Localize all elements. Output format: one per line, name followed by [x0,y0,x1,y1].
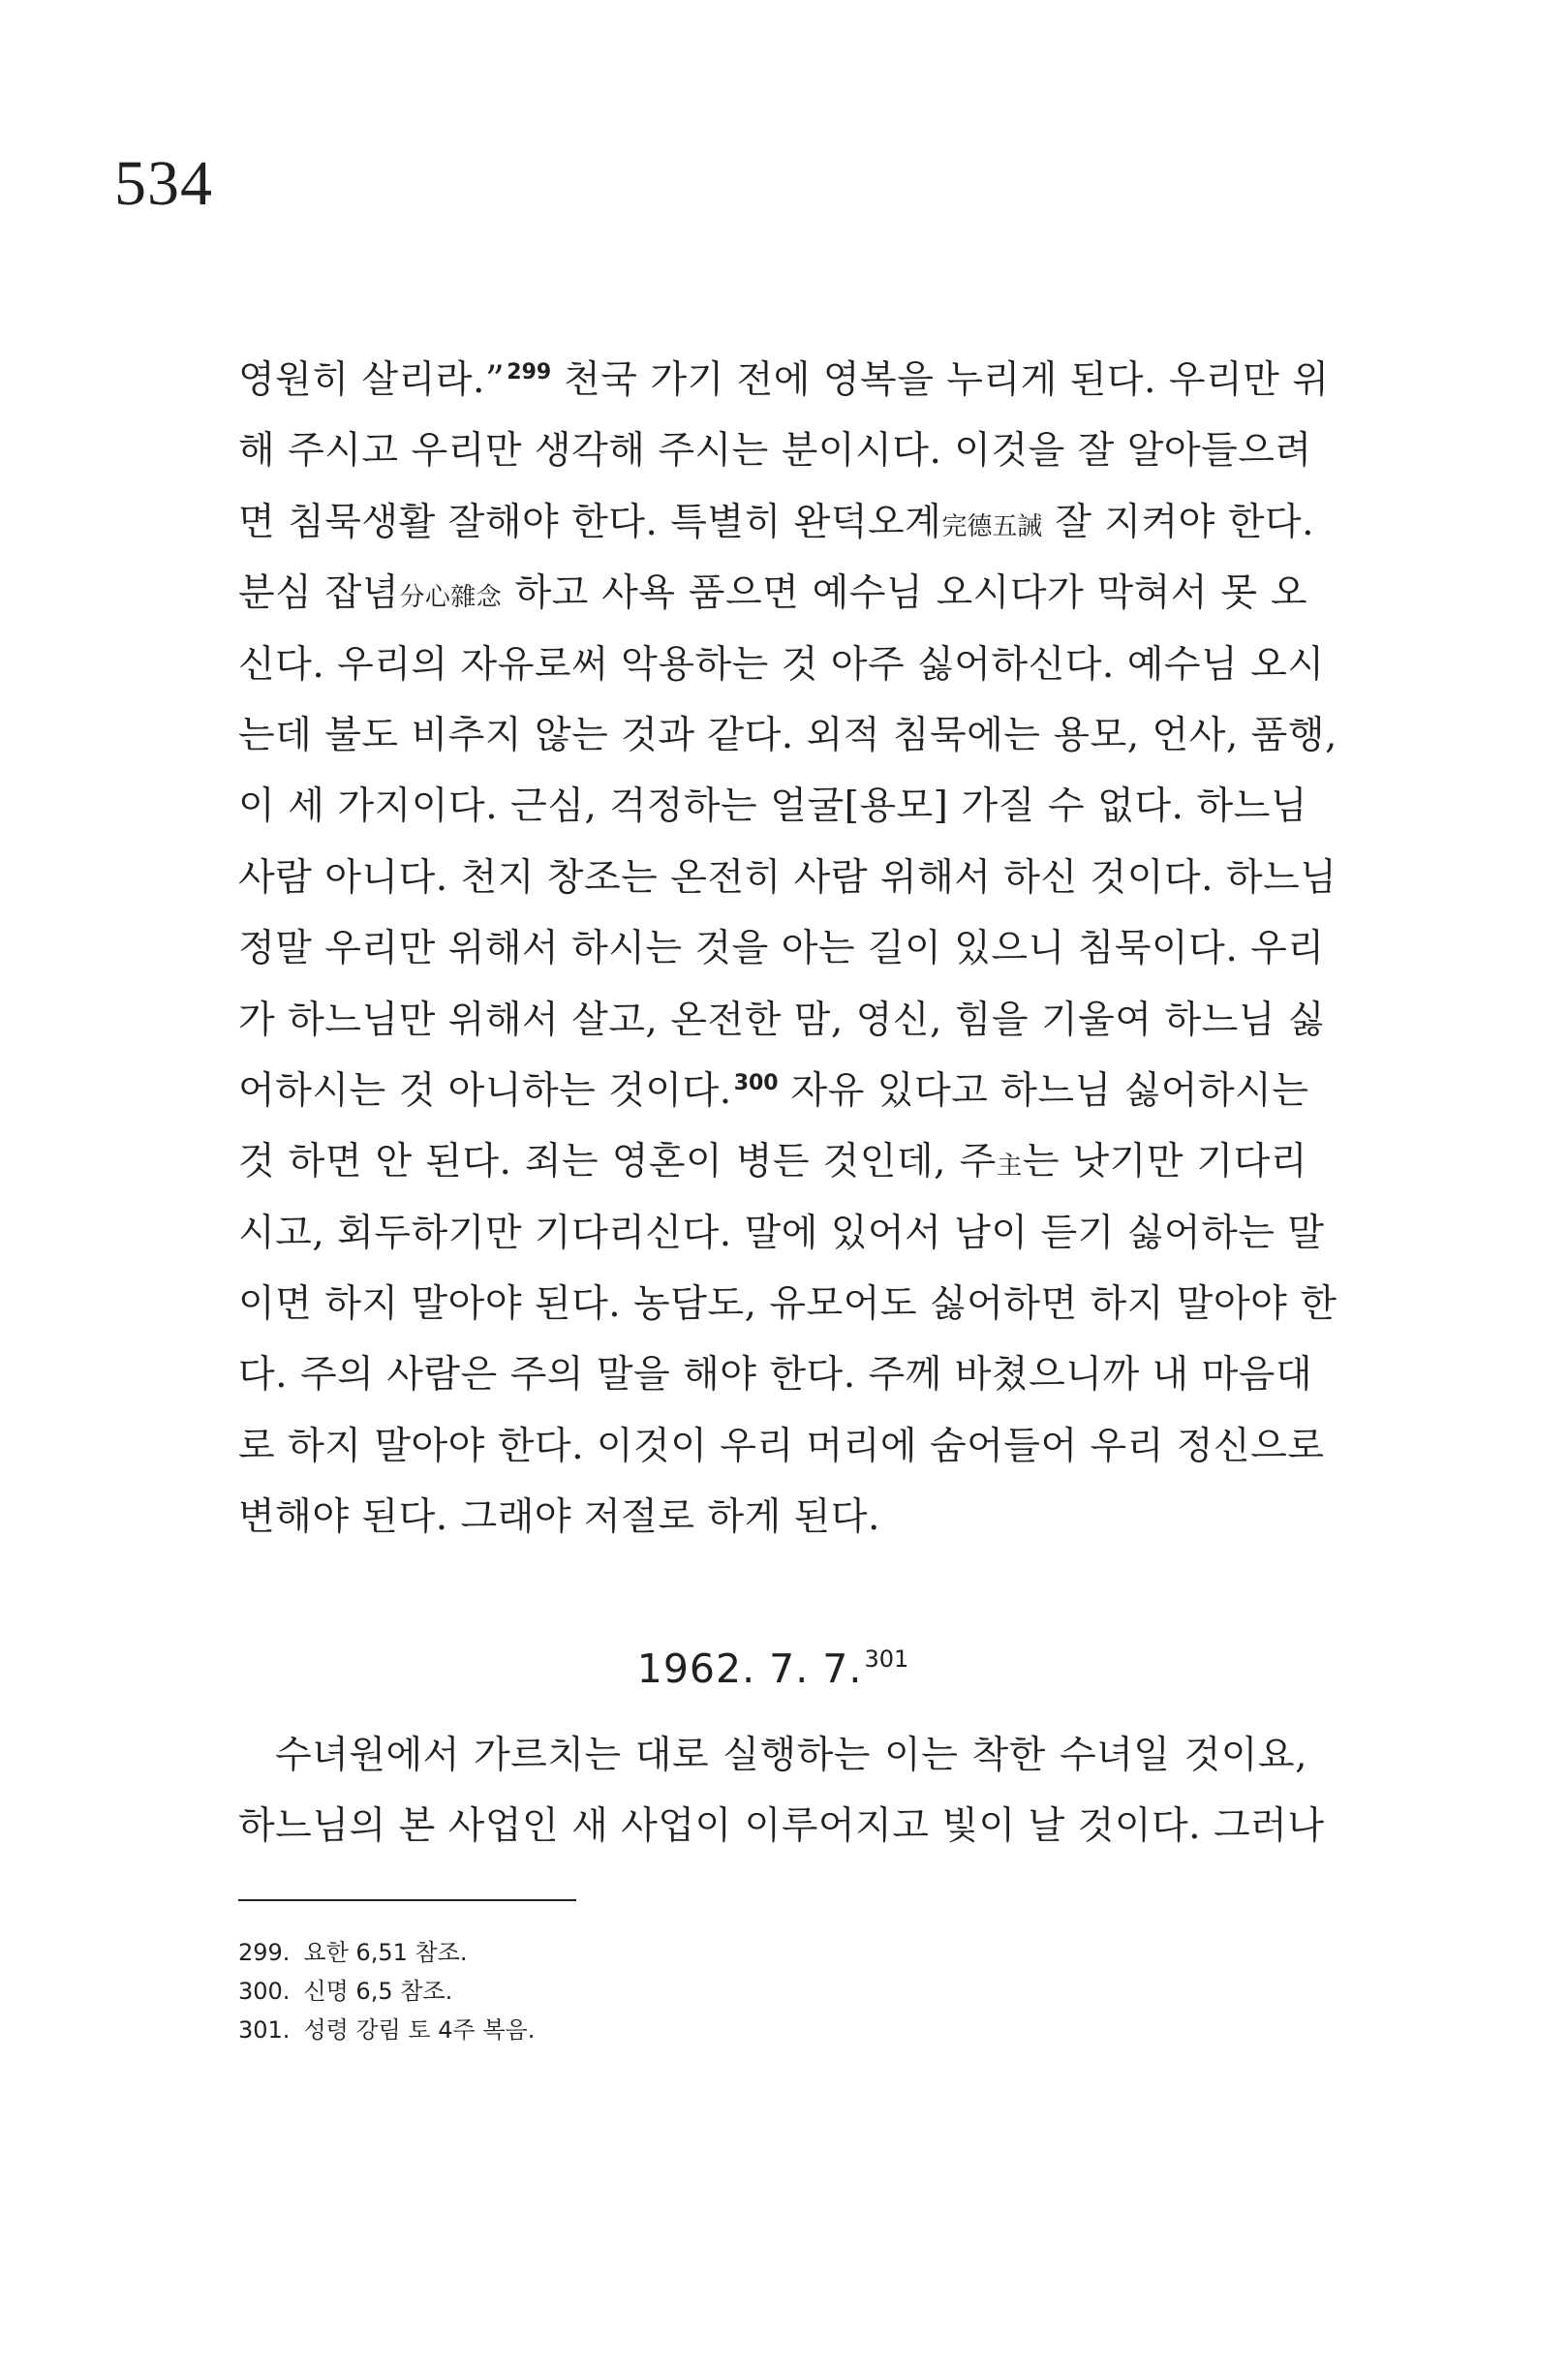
text-segment: 는 낫기만 기다리 [1022,1140,1307,1184]
text-segment: 신다. 우리의 자유로써 악용하는 것 아주 싫어하신다. 예수님 오시 [238,642,1325,687]
footnote-item [238,1933,1307,1972]
text-line [238,1269,1337,1339]
page-number: 534 [114,148,213,219]
text-segment: 수녀원에서 가르치는 대로 실행하는 이는 착한 수녀일 것이요, [275,1734,1307,1777]
footnote-number: 299. [238,1939,291,1966]
text-line [238,843,1337,913]
text-line [238,985,1326,1056]
text-segment: 면 침묵생활 잘해야 한다. 특별히 완덕오계 [238,500,942,544]
footnote-item [238,1972,1307,2011]
text-line [238,1411,1325,1482]
text-line [238,1056,1307,1126]
text-segment: 가 하느님만 위해서 살고, 온전한 맘, 영신, 힘을 기울여 하느님 싫 [238,998,1326,1042]
text-line [238,771,1307,842]
footnote-text: 성령 강림 토 4주 복음. [303,2016,536,2044]
text-segment: 정말 우리만 위해서 하시는 것을 아는 길이 있으니 침묵이다. 우리 [238,927,1325,971]
text-line [238,1720,1307,1791]
text-line [238,913,1325,984]
text-segment: 분심 잡념 [238,571,400,616]
text-line [238,487,1314,558]
footnote-number: 300. [238,1978,291,2005]
text-segment: 변해야 된다. 그래야 저절로 하게 된다. [238,1495,880,1540]
body-text [238,345,1337,1553]
text-segment: 로 하지 말아야 한다. 이것이 우리 머리에 숨어들어 우리 정신으로 [238,1424,1325,1468]
footnote-item [238,2011,1307,2049]
text-segment: 어하시는 것 아니하는 것이다. [238,1068,732,1113]
text-segment: 하느님의 본 사업인 새 사업이 이루어지고 빛이 날 것이다. 그러나 [238,1804,1325,1849]
text-segment: 시고, 회두하기만 기다리신다. 말에 있어서 남이 듣기 싫어하는 말 [238,1211,1325,1255]
footnote-reference[interactable]: 299 [507,360,552,384]
text-segment: 이 세 가지이다. 근심, 걱정하는 얼굴[용모] 가질 수 없다. 하느님 [238,784,1307,829]
text-line [238,700,1337,771]
text-line [238,558,1307,629]
text-segment: 다. 주의 사람은 주의 말을 해야 한다. 주께 바쳤으니까 내 마음대 [238,1353,1313,1398]
hanja-gloss: 完德五誡 [941,511,1043,541]
text-line [238,345,1330,415]
hanja-gloss: 分心雜念 [399,583,503,613]
text-segment: 자유 있다고 하느님 싫어하시는 [778,1068,1309,1113]
footnote-number: 301. [238,2016,291,2044]
section-body-text [238,1720,1325,1862]
section-heading-date: 1962. 7. 7. [636,1645,863,1692]
text-line [238,1482,1307,1553]
section-heading [238,1634,1307,1704]
text-line [238,1791,1325,1861]
footnote-reference[interactable]: 301 [864,1645,909,1673]
text-segment: 하고 사욕 품으면 예수님 오시다가 막혀서 못 오 [502,571,1307,616]
text-line [238,630,1325,700]
footnote-reference[interactable]: 300 [733,1070,779,1095]
text-segment: 잘 지켜야 한다. [1042,500,1314,544]
text-segment: 는데 불도 비추지 않는 것과 같다. 외적 침묵에는 용모, 언사, 품행, [238,713,1337,757]
footnotes [238,1933,1307,2049]
text-segment: 천국 가기 전에 영복을 누리게 된다. 우리만 위 [551,358,1330,402]
text-line [238,1198,1325,1269]
text-line [238,415,1312,486]
footnote-divider [238,1899,576,1901]
hanja-gloss: 主 [996,1152,1023,1182]
text-line [238,1126,1307,1197]
footnote-text: 신명 6,5 참조. [303,1978,453,2005]
text-line [238,1339,1313,1410]
text-segment: 영원히 살리라.” [238,358,506,402]
footnote-text: 요한 6,51 참조. [303,1939,468,1966]
text-segment: 것 하면 안 된다. 죄는 영혼이 병든 것인데, 주 [238,1140,997,1184]
text-segment: 해 주시고 우리만 생각해 주시는 분이시다. 이것을 잘 알아들으려 [238,429,1312,474]
text-segment: 사람 아니다. 천지 창조는 온전히 사람 위해서 하신 것이다. 하느님 [238,855,1337,900]
text-segment: 이면 하지 말아야 된다. 농담도, 유모어도 싫어하면 하지 말아야 한 [238,1282,1337,1327]
